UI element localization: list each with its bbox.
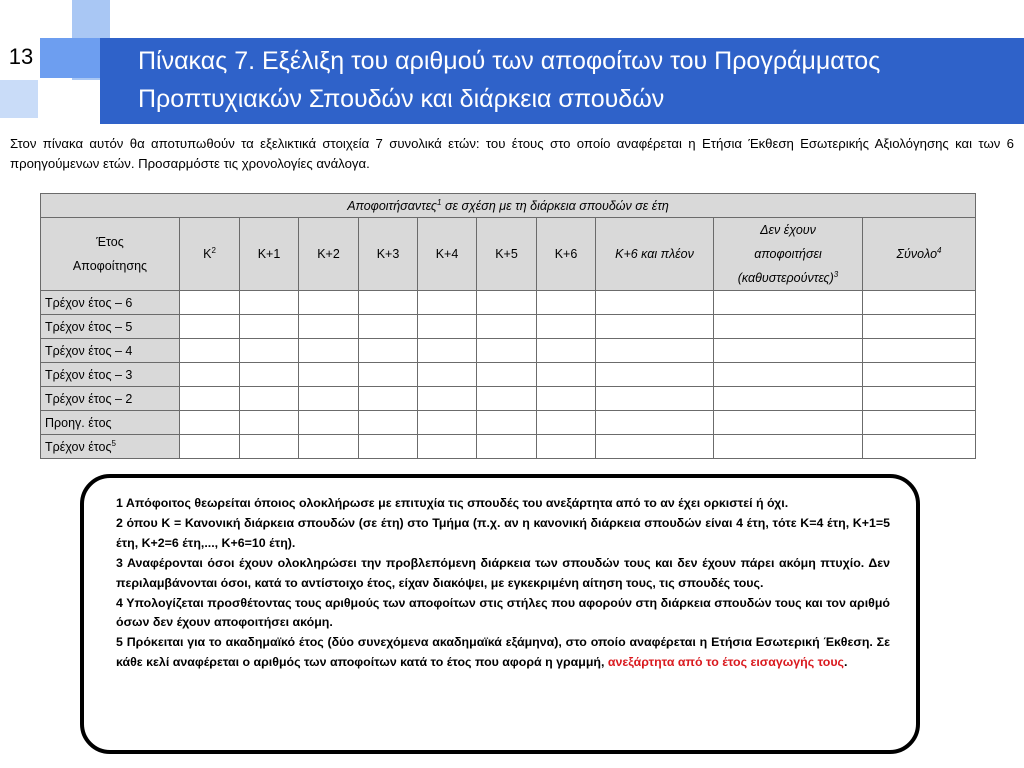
slide-title: Πίνακας 7. Εξέλιξη του αριθμού των αποφοίτων του Προγράμματος Προπτυχιακών Σπουδών και διάρκεια σπουδών <box>138 47 881 113</box>
table-cell <box>359 435 418 459</box>
footnote-1: 1 Απόφοιτος θεωρείται όποιος ολοκλήρωσε με επιτυχία τις σπουδές του ανεξάρτητα από το αν έχει ορκιστεί ή όχι. <box>116 496 789 510</box>
table-cell <box>714 315 863 339</box>
table-cell <box>359 291 418 315</box>
decor-square-pale <box>0 80 38 118</box>
table-cell <box>596 411 714 435</box>
table-cell <box>863 363 976 387</box>
table-cell <box>180 339 240 363</box>
table-cell <box>240 339 299 363</box>
table-cell <box>596 387 714 411</box>
table-cell <box>418 387 477 411</box>
footnote-3: 3 Αναφέρονται όσοι έχουν ολοκληρώσει την προβλεπόμενη διάρκεια των σπουδών τους και δεν έχουν πάρει ακόμη πτυχίο. Δεν περιλαμβάνονται όσοι, κατά το αντίστοιχο έτος, είχαν διακόψει, με εγκεκριμένη αίτηση τους, τις σπουδές τους. <box>116 555 890 590</box>
table-cell <box>418 339 477 363</box>
table-cell <box>596 315 714 339</box>
table-cell <box>863 339 976 363</box>
row-label: Τρέχον έτος – 4 <box>41 339 180 363</box>
table-cell <box>240 363 299 387</box>
table-cell <box>863 291 976 315</box>
footnote-5-emphasis: ανεξάρτητα από το έτος εισαγωγής τους <box>607 655 844 670</box>
table-cell <box>418 363 477 387</box>
table-cell <box>418 435 477 459</box>
table-cell <box>477 291 537 315</box>
table-cell <box>180 387 240 411</box>
table-cell <box>180 363 240 387</box>
row-label: Τρέχον έτος – 5 <box>41 315 180 339</box>
table-cell <box>596 435 714 459</box>
footnote-2: 2 όπου Κ = Κανονική διάρκεια σπουδών (σε έτη) στο Τμήμα (π.χ. αν η κανονική διάρκεια σπουδών είναι 4 έτη, τότε Κ=4 έτη, Κ+1=5 έτη, Κ+2=6 έτη,..., Κ+6=10 έτη). <box>116 515 890 550</box>
intro-text: Στον πίνακα αυτόν θα αποτυπωθούν τα εξελικτικά στοιχεία 7 συνολικά ετών: του έτους στο οποίο αναφέρεται η Ετήσια Έκθεση Εσωτερικής Αξιολόγησης και των 6 προηγούμενων ετών. Προσαρμόστε τις χρονολογίες ανάλογα. <box>10 136 1014 171</box>
footnote-5: 5 Πρόκειται για το ακαδημαϊκό έτος (δύο συνεχόμενα ακαδημαϊκά εξάμηνα), στο οποίο αναφέρεται η Ετήσια Εσωτερική Έκθεση. Σε κάθε κελί αναφέρεται ο αριθμός των αποφοίτων κατά το έτος που αφορά η γραμμή, ανεξάρτητα από το έτος εισαγωγής τους. <box>116 635 890 670</box>
table-cell <box>359 339 418 363</box>
table-cell <box>180 291 240 315</box>
table-cell <box>714 339 863 363</box>
row-label: Τρέχον έτος – 3 <box>41 363 180 387</box>
table-cell <box>863 435 976 459</box>
table-cell <box>537 339 596 363</box>
table-cell <box>537 411 596 435</box>
graduates-table <box>40 193 976 459</box>
table-row <box>41 339 976 363</box>
table-cell <box>596 339 714 363</box>
table-cell <box>418 291 477 315</box>
decor-square-white <box>40 80 100 124</box>
page-number: 13 <box>8 44 34 69</box>
footnote-4: 4 Υπολογίζεται προσθέτοντας τους αριθμούς των αποφοίτων στις στήλες που αφορούν στη διάρκεια σπουδών τους και τον αριθμό όσων δεν έχουν αποφοιτήσει ακόμη. <box>116 595 890 630</box>
table-cell <box>180 315 240 339</box>
table-cell <box>537 291 596 315</box>
table-cell <box>240 291 299 315</box>
table-banner-row <box>41 194 976 218</box>
header-k6: Κ+6 <box>537 218 596 291</box>
table-banner: Αποφοιτήσαντες$^1$ σε σχέση με τη διάρκεια σπουδών σε έτη <box>41 194 976 218</box>
table-cell <box>863 387 976 411</box>
table-cell <box>596 291 714 315</box>
row-label: Προηγ. έτος <box>41 411 180 435</box>
table-cell <box>714 411 863 435</box>
header-k2: Κ+2 <box>299 218 359 291</box>
table-cell <box>299 339 359 363</box>
table-cell <box>477 387 537 411</box>
header-not-graduated: Δεν έχουν αποφοιτήσει $(\kappa\alpha\theta\upsilon\sigma\tau\varepsilon\rho oύ\nu\tau\varepsilon\varsigma)^3$ <box>714 218 863 291</box>
table-cell <box>359 387 418 411</box>
table-cell <box>477 363 537 387</box>
table-row <box>41 435 976 459</box>
table-cell <box>299 387 359 411</box>
table-cell <box>537 315 596 339</box>
table-cell <box>180 435 240 459</box>
header-year: Έτος Αποφοίτησης <box>41 218 180 291</box>
table-cell <box>477 411 537 435</box>
table-row <box>41 387 976 411</box>
header-k3: Κ+3 <box>359 218 418 291</box>
header-k4: Κ+4 <box>418 218 477 291</box>
table-row <box>41 363 976 387</box>
table-cell <box>240 387 299 411</box>
header-total: Σύνολο$^4$ <box>863 218 976 291</box>
table-cell <box>180 411 240 435</box>
table-row <box>41 315 976 339</box>
table-row <box>41 291 976 315</box>
table-cell <box>714 291 863 315</box>
table-cell <box>418 411 477 435</box>
table-cell <box>714 363 863 387</box>
table-cell <box>418 315 477 339</box>
footnotes-box <box>80 474 920 754</box>
table-cell <box>714 387 863 411</box>
row-label: Τρέχον έτος – 6 <box>41 291 180 315</box>
header-k5: Κ+5 <box>477 218 537 291</box>
table-cell <box>299 435 359 459</box>
table-cell <box>299 411 359 435</box>
row-label: Τρέχον έτος – 2 <box>41 387 180 411</box>
table-cell <box>863 411 976 435</box>
row-label: Τρέχον έτος$^5$ <box>41 435 180 459</box>
table-cell <box>596 363 714 387</box>
table-cell <box>477 315 537 339</box>
table-row <box>41 411 976 435</box>
table-cell <box>537 435 596 459</box>
table-cell <box>299 291 359 315</box>
table-header-row <box>41 218 976 291</box>
table-cell <box>240 411 299 435</box>
table-cell <box>537 363 596 387</box>
table-cell <box>714 435 863 459</box>
table-cell <box>537 387 596 411</box>
table-cell <box>359 315 418 339</box>
header-k: $K^2$ <box>180 218 240 291</box>
table-cell <box>359 363 418 387</box>
table-cell <box>240 315 299 339</box>
table-cell <box>359 411 418 435</box>
table-cell <box>240 435 299 459</box>
table-cell <box>477 435 537 459</box>
table-cell <box>299 315 359 339</box>
table-cell <box>299 363 359 387</box>
header-k6-plus: Κ+6 και πλέον <box>596 218 714 291</box>
header-k1: Κ+1 <box>240 218 299 291</box>
table-cell <box>863 315 976 339</box>
table-cell <box>477 339 537 363</box>
